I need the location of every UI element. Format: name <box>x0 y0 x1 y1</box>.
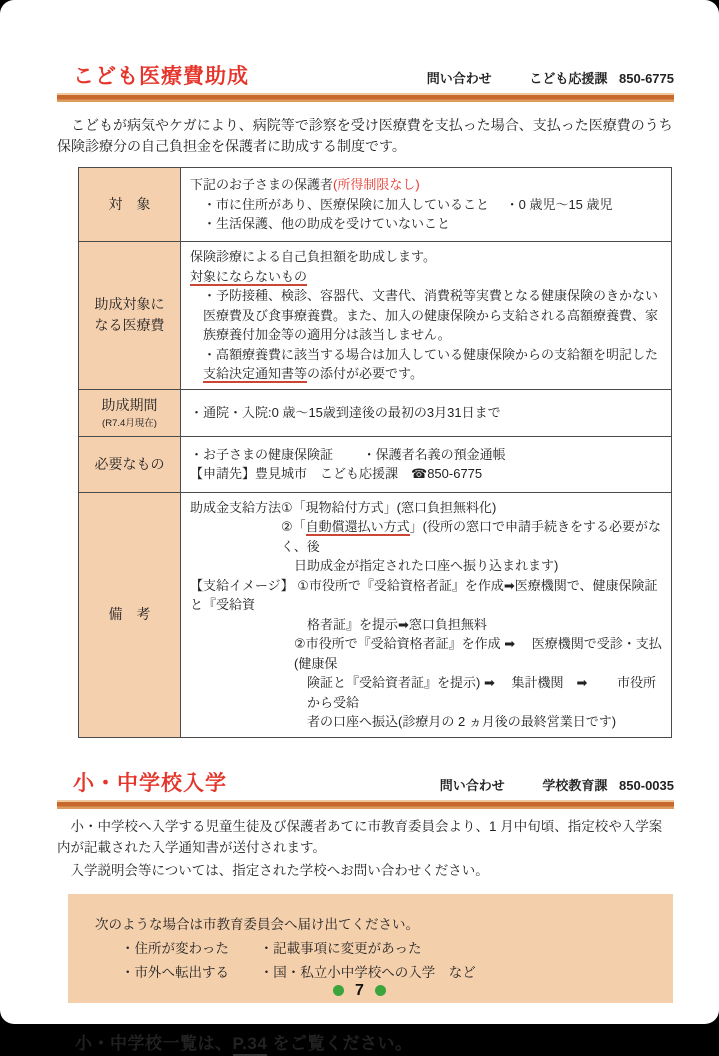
reference-pre-text: 小・中学校一覧は、 <box>75 1033 233 1053</box>
contact-department: 学校教育課 <box>542 777 608 793</box>
remarks-line2 <box>281 517 663 556</box>
remarks-line6: ②市役所で『受給資格者証』を作成 ➡ 医療機関で受診・支払(健康保 <box>294 636 662 671</box>
row-content-remarks <box>181 492 672 737</box>
period-header-note: (R7.4月現在) <box>102 417 157 429</box>
eligible-line4-underlined: 支給決定通知書等 <box>203 366 308 382</box>
row-content-eligible-costs <box>181 242 672 390</box>
eligible-line4-text: ・高額療養費に該当する場合は加入している健康保険からの支給額を明記した <box>203 346 659 362</box>
remarks-line2-tail: 」(役所の窓口で申請手続きをする必要がなく、後 <box>281 519 662 554</box>
contact-phone: 850-6775 <box>619 71 674 87</box>
subsidy-table <box>78 167 672 738</box>
row-content-target <box>181 168 672 242</box>
table-row-eligible-costs <box>79 242 672 390</box>
page-number: 7 <box>355 981 364 999</box>
contact-department: こども応援課 <box>529 71 608 87</box>
remarks-line1: 助成金支給方法①「現物給付方式」(窓口負担無料化) <box>190 499 497 515</box>
remarks-line2-underlined: 自動償還払い方式 <box>305 519 410 535</box>
section1-header <box>57 64 674 89</box>
section1-title: こども医療費助成 <box>73 65 249 88</box>
target-line1-text: 下記のお子さまの保護者 <box>190 177 334 193</box>
row-header-target: 対 象 <box>79 168 181 242</box>
table-row-period <box>79 389 672 436</box>
notice-line1: 次のような場合は市教育委員会へ届け出てください。 <box>95 916 419 932</box>
row-header-remarks: 備 考 <box>79 492 181 737</box>
page-footer <box>0 982 719 1000</box>
section2-title: 小・中学校入学 <box>73 771 227 795</box>
section-school-entry <box>57 771 674 1054</box>
eligible-line1: 保険診療による自己負担額を助成します。 <box>190 249 436 265</box>
school-list-reference <box>75 1029 674 1054</box>
eligible-line4-tail: の添付が必要です。 <box>307 366 423 382</box>
required-line1: ・お子さまの健康保険証 ・保護者名義の預金通帳 <box>190 446 506 462</box>
section1-intro: こどもが病気やケガにより、病院等で診察を受け医療費を支払った場合、支払った医療費のうち保険診療分の自己負担金を保護者に助成する制度です。 <box>57 117 673 155</box>
eligible-header-line2: なる医療費 <box>94 317 165 334</box>
eligible-line2-underlined: 対象にならないもの <box>190 268 308 284</box>
section1-contact <box>427 68 674 89</box>
section1-divider-bar <box>57 93 674 102</box>
row-header-eligible-costs <box>79 242 181 390</box>
remarks-line2-pre: ②「 <box>281 519 306 535</box>
contact-label: 問い合わせ <box>439 777 505 793</box>
table-row-target <box>79 168 672 242</box>
target-line1-red: (所得制限なし) <box>333 177 420 193</box>
section2-paragraph1: 小・中学校へ入学する児童生徒及び保護者あてに市教育委員会より、1 月中旬頃、指定校や入学案内が記載された入学通知書が送付されます。 <box>57 818 663 855</box>
contact-label: 問い合わせ <box>426 71 492 87</box>
table-row-remarks <box>79 492 672 737</box>
remarks-line3: 日助成金が指定された口座へ振り込まれます) <box>294 558 559 574</box>
row-content-period: ・通院・入院:0 歳～15歳到達後の最初の3月31日まで <box>181 389 672 436</box>
row-header-required: 必要なもの <box>79 436 181 492</box>
contact-phone: 850-0035 <box>619 777 674 793</box>
page-reference: P.34 <box>233 1034 268 1056</box>
row-header-period <box>79 389 181 436</box>
remarks-line4: 【支給イメージ】 ①市役所で『受給資格者証』を作成➡医療機関で、健康保険証と『受給資 <box>190 577 658 613</box>
section2-contact <box>440 775 674 796</box>
required-line2: 【申請先】豊見城市 こども応援課 ☎850-6775 <box>190 466 483 482</box>
section2-paragraph2: 入学説明会等については、指定された学校へお問い合わせください。 <box>57 862 489 878</box>
section-kodomo-iryohi <box>57 64 674 738</box>
target-line1 <box>190 175 663 195</box>
remarks-line5: 格者証』を提示➡窓口負担無料 <box>307 616 487 632</box>
remarks-line7: 険証と『受給資者証』を提示) ➡ 集計機関 ➡ 市役所から受給 <box>307 675 656 710</box>
footer-dot-left <box>333 985 344 996</box>
eligible-line2 <box>190 267 663 287</box>
footer-dot-right <box>375 985 386 996</box>
target-line3: ・生活保護、他の助成を受けていないこと <box>203 216 451 232</box>
period-header-text: 助成期間 <box>101 396 158 413</box>
notice-line2: ・住所が変わった ・記載事項に変更があった <box>121 940 422 956</box>
section2-divider-bar <box>57 800 674 809</box>
row-content-required <box>181 436 672 492</box>
eligible-line4 <box>203 345 663 384</box>
reference-post-text: をご覧ください。 <box>267 1033 413 1053</box>
section2-header <box>57 771 674 796</box>
notice-line3: ・市外へ転出する ・国・私立小中学校への入学 など <box>121 964 476 980</box>
target-line2: ・市に住所があり、医療保険に加入していること ・0 歳児～15 歳児 <box>203 196 613 212</box>
remarks-line8: 者の口座へ振込(診療月の 2 ヵ月後の最終営業日です) <box>307 714 617 730</box>
eligible-header-line1: 助成対象に <box>94 296 165 313</box>
table-row-required <box>79 436 672 492</box>
eligible-line3: ・予防接種、検診、容器代、文書代、消費税等実費となる健康保険のきかない医療費及び食事療養費。また、加入の健康保険から支給される高額療養費、家族療養付加金等の適用分は該当しません。 <box>203 288 659 343</box>
